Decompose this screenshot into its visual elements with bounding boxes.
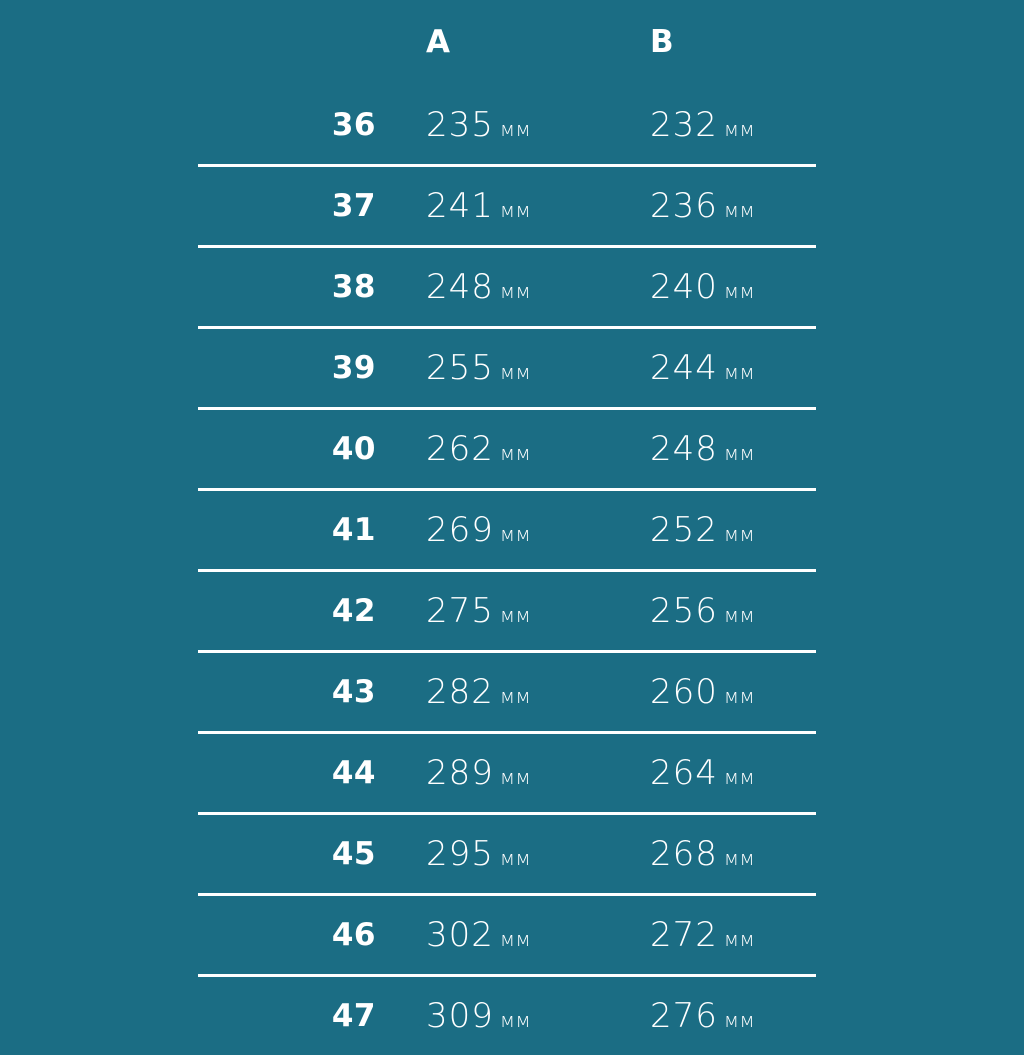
cell-size: 44 (198, 733, 410, 814)
unit-label: мм (718, 1008, 755, 1032)
unit-label: мм (494, 198, 531, 222)
unit-label: мм (718, 117, 755, 141)
cell-a (410, 571, 642, 652)
cell-size: 45 (198, 814, 410, 895)
table-row (198, 86, 816, 166)
value-a: 289 (426, 753, 494, 793)
cell-size: 43 (198, 652, 410, 733)
value-b: 240 (650, 267, 718, 307)
cell-b (642, 247, 816, 328)
unit-label: мм (718, 198, 755, 222)
cell-a (410, 976, 642, 1055)
cell-a (410, 409, 642, 490)
cell-size: 37 (198, 166, 410, 247)
table-header (198, 24, 816, 86)
unit-label: мм (494, 684, 531, 708)
value-b: 248 (650, 429, 718, 469)
cell-size: 36 (198, 86, 410, 166)
cell-b (642, 409, 816, 490)
value-a: 255 (426, 348, 494, 388)
cell-size: 47 (198, 976, 410, 1055)
table-row (198, 490, 816, 571)
cell-a (410, 86, 642, 166)
table-row (198, 166, 816, 247)
table-body (198, 86, 816, 1055)
table-row (198, 976, 816, 1055)
value-a: 262 (426, 429, 494, 469)
column-header-b: B (642, 24, 816, 86)
value-b: 272 (650, 915, 718, 955)
unit-label: мм (494, 360, 531, 384)
column-header-a: A (410, 24, 642, 86)
unit-label: мм (494, 441, 531, 465)
table-row (198, 571, 816, 652)
unit-label: мм (494, 603, 531, 627)
cell-b (642, 814, 816, 895)
cell-a (410, 895, 642, 976)
unit-label: мм (494, 522, 531, 546)
cell-b (642, 490, 816, 571)
value-b: 276 (650, 996, 718, 1036)
column-header-size (198, 24, 410, 86)
table-row (198, 328, 816, 409)
unit-label: мм (718, 846, 755, 870)
value-a: 241 (426, 186, 494, 226)
cell-a (410, 652, 642, 733)
value-a: 309 (426, 996, 494, 1036)
cell-b (642, 895, 816, 976)
cell-size: 42 (198, 571, 410, 652)
cell-size: 46 (198, 895, 410, 976)
cell-b (642, 86, 816, 166)
unit-label: мм (494, 1008, 531, 1032)
value-b: 252 (650, 510, 718, 550)
value-b: 256 (650, 591, 718, 631)
table-row (198, 247, 816, 328)
cell-a (410, 328, 642, 409)
cell-a (410, 814, 642, 895)
value-a: 295 (426, 834, 494, 874)
value-a: 282 (426, 672, 494, 712)
unit-label: мм (718, 684, 755, 708)
unit-label: мм (494, 117, 531, 141)
unit-label: мм (718, 441, 755, 465)
table-row (198, 895, 816, 976)
unit-label: мм (718, 927, 755, 951)
cell-a (410, 490, 642, 571)
cell-size: 39 (198, 328, 410, 409)
unit-label: мм (718, 360, 755, 384)
unit-label: мм (494, 279, 531, 303)
unit-label: мм (718, 522, 755, 546)
value-b: 264 (650, 753, 718, 793)
unit-label: мм (718, 603, 755, 627)
cell-b (642, 733, 816, 814)
value-a: 269 (426, 510, 494, 550)
unit-label: мм (494, 846, 531, 870)
cell-b (642, 976, 816, 1055)
value-b: 236 (650, 186, 718, 226)
cell-a (410, 166, 642, 247)
cell-b (642, 328, 816, 409)
value-a: 235 (426, 105, 494, 145)
size-table (198, 24, 816, 1055)
value-b: 244 (650, 348, 718, 388)
table-row (198, 733, 816, 814)
value-a: 275 (426, 591, 494, 631)
table-row (198, 652, 816, 733)
table-row (198, 814, 816, 895)
cell-size: 41 (198, 490, 410, 571)
value-b: 232 (650, 105, 718, 145)
unit-label: мм (494, 765, 531, 789)
unit-label: мм (718, 765, 755, 789)
cell-size: 38 (198, 247, 410, 328)
table-row (198, 409, 816, 490)
cell-b (642, 652, 816, 733)
header-row (198, 24, 816, 86)
unit-label: мм (494, 927, 531, 951)
value-b: 268 (650, 834, 718, 874)
value-a: 302 (426, 915, 494, 955)
value-b: 260 (650, 672, 718, 712)
cell-b (642, 571, 816, 652)
cell-b (642, 166, 816, 247)
cell-a (410, 247, 642, 328)
value-a: 248 (426, 267, 494, 307)
unit-label: мм (718, 279, 755, 303)
cell-size: 40 (198, 409, 410, 490)
cell-a (410, 733, 642, 814)
